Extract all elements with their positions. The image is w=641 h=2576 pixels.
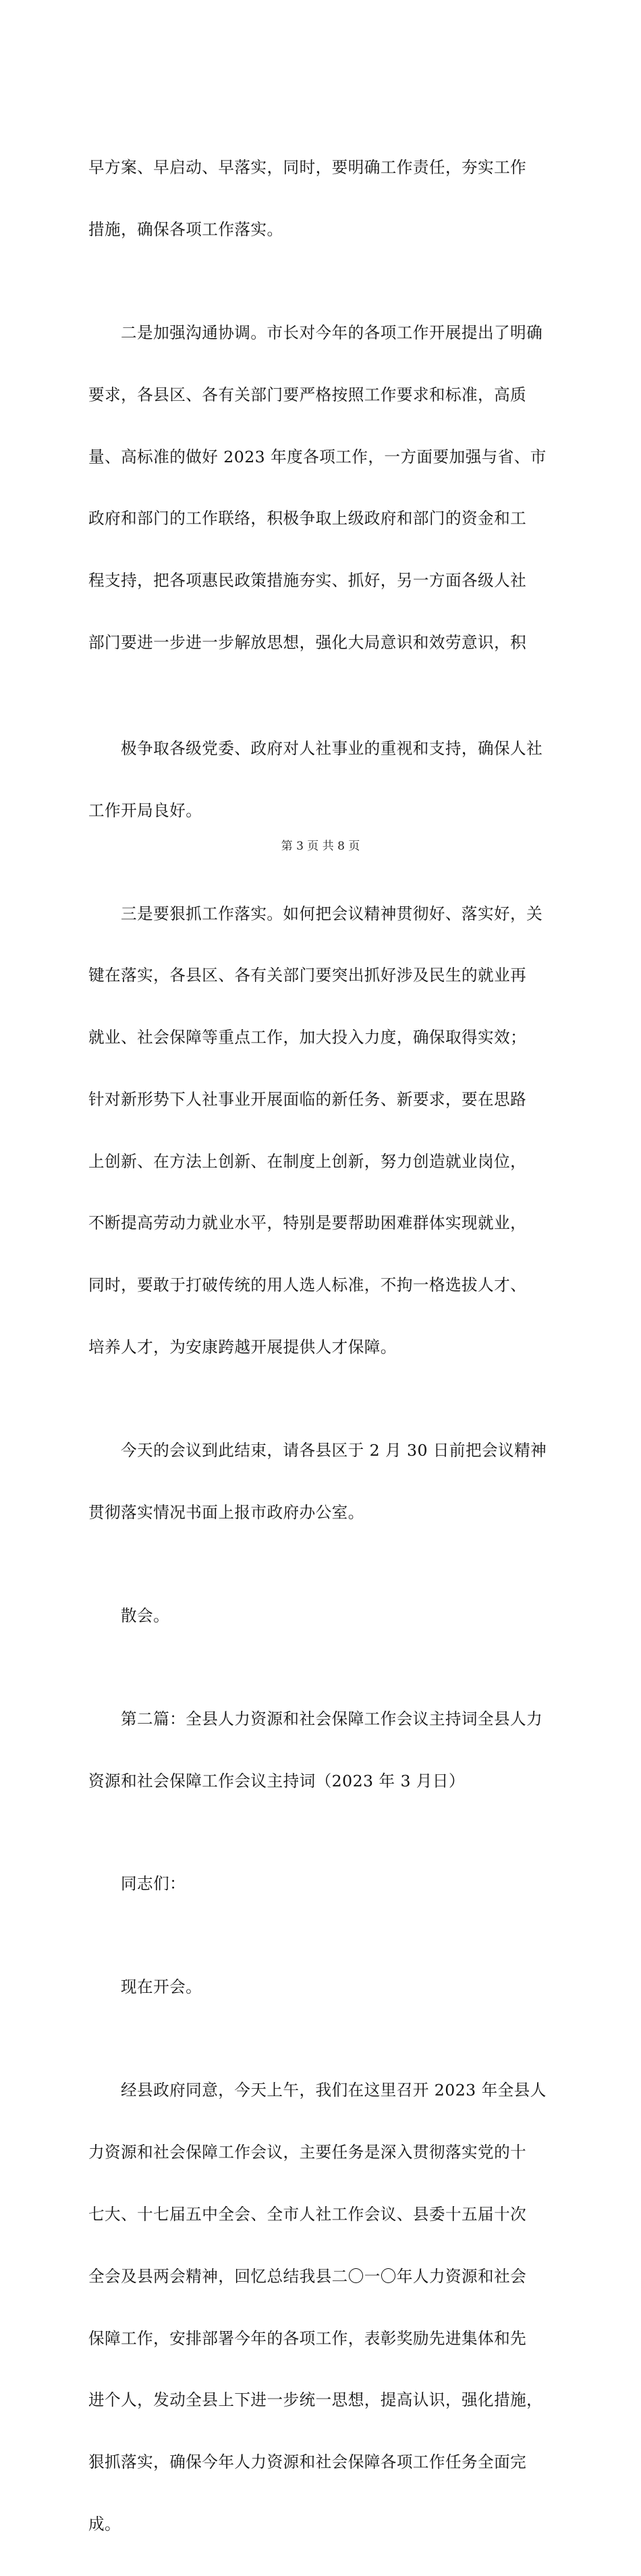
- text-line: 今天的会议到此结束，请各县区于 2 月 30 日前把会议精神: [121, 1441, 547, 1460]
- text-line: 狠抓落实，确保今年人力资源和社会保障各项工作任务全面完: [88, 2452, 527, 2472]
- text-line: 上创新、在方法上创新、在制度上创新，努力创造就业岗位，: [88, 1151, 527, 1171]
- paragraph-3: [88, 697, 561, 862]
- text-line: 早方案、早启动、早落实，同时，要明确工作责任，夯实工作: [88, 158, 527, 177]
- text-line: 培养人才，为安康跨越开展提供人才保障。: [88, 1338, 397, 1357]
- text-line: 三是要狠抓工作落实。如何把会议精神贯彻好、落实好，关: [121, 904, 543, 923]
- text-line: 成。: [88, 2514, 121, 2533]
- paragraph-5: [88, 1399, 561, 1564]
- text-line: 第二篇：全县人力资源和社会保障工作会议主持词全县人力: [121, 1709, 543, 1728]
- text-line: 同志们：: [121, 1874, 186, 1894]
- paragraph-2: [88, 281, 561, 694]
- text-line: 同时，要敢于打破传统的用人选人标准，不拘一格选拔人才、: [88, 1276, 527, 1295]
- page-number-footer: 第 3 页 共 8 页: [281, 840, 360, 853]
- text-line: 现在开会。: [121, 1977, 202, 1997]
- text-line: 保障工作，安排部署今年的各项工作，表彰奖励先进集体和先: [88, 2328, 527, 2348]
- text-line: 措施，确保各项工作落实。: [88, 219, 283, 239]
- text-line: 量、高标准的做好 2023 年度各项工作，一方面要加强与省、市: [88, 447, 547, 466]
- text-line: 二是加强沟通协调。市长对今年的各项工作开展提出了明确: [121, 323, 543, 342]
- paragraph-opening: [88, 1936, 561, 2039]
- paragraph-1: [88, 116, 561, 281]
- text-line: 不断提高劳动力就业水平，特别是要帮助困难群体实现就业，: [88, 1213, 527, 1233]
- section-heading-part-two: [88, 1668, 561, 1833]
- text-line: 键在落实，各县区、各有关部门要突出抓好涉及民生的就业再: [88, 966, 527, 985]
- text-line: 七大、十七届五中全会、全市人社工作会议、县委十五届十次: [88, 2204, 527, 2224]
- text-line: 散会。: [121, 1606, 170, 1625]
- paragraph-4: [88, 862, 561, 1398]
- salutation: [88, 1832, 561, 1936]
- text-line: 贯彻落实情况书面上报市政府办公室。: [88, 1502, 364, 1522]
- text-line: 就业、社会保障等重点工作，加大投入力度，确保取得实效；: [88, 1028, 527, 1047]
- text-line: 程支持，把各项惠民政策措施夯实、抓好，另一方面各级人社: [88, 571, 527, 591]
- text-line: 全会及县两会精神，回忆总结我县二〇一〇年人力资源和社会: [88, 2266, 527, 2286]
- document-body: [88, 116, 561, 2576]
- text-line: 进个人，发动全县上下进一步统一思想，提高认识，强化措施，: [88, 2390, 543, 2410]
- text-line: 针对新形势下人社事业开展面临的新任务、新要求，要在思路: [88, 1089, 527, 1109]
- paragraph-6: [88, 1564, 561, 1668]
- text-line: 经县政府同意，今天上午，我们在这里召开 2023 年全县人: [121, 2081, 547, 2100]
- text-line: 政府和部门的工作联络，积极争取上级政府和部门的资金和工: [88, 509, 527, 528]
- text-line: 力资源和社会保障工作会议，主要任务是深入贯彻落实党的十: [88, 2143, 527, 2162]
- text-line: 极争取各级党委、政府对人社事业的重视和支持，确保人社: [121, 738, 543, 758]
- text-line: 工作开局良好。: [88, 800, 202, 820]
- paragraph-main: [88, 2039, 561, 2575]
- text-line: 要求，各县区、各有关部门要严格按照工作要求和标准，高质: [88, 385, 527, 404]
- text-line: 部门要进一步进一步解放思想，强化大局意识和效劳意识，积: [88, 632, 527, 652]
- text-line: 资源和社会保障工作会议主持词（2023 年 3 月日）: [88, 1771, 465, 1790]
